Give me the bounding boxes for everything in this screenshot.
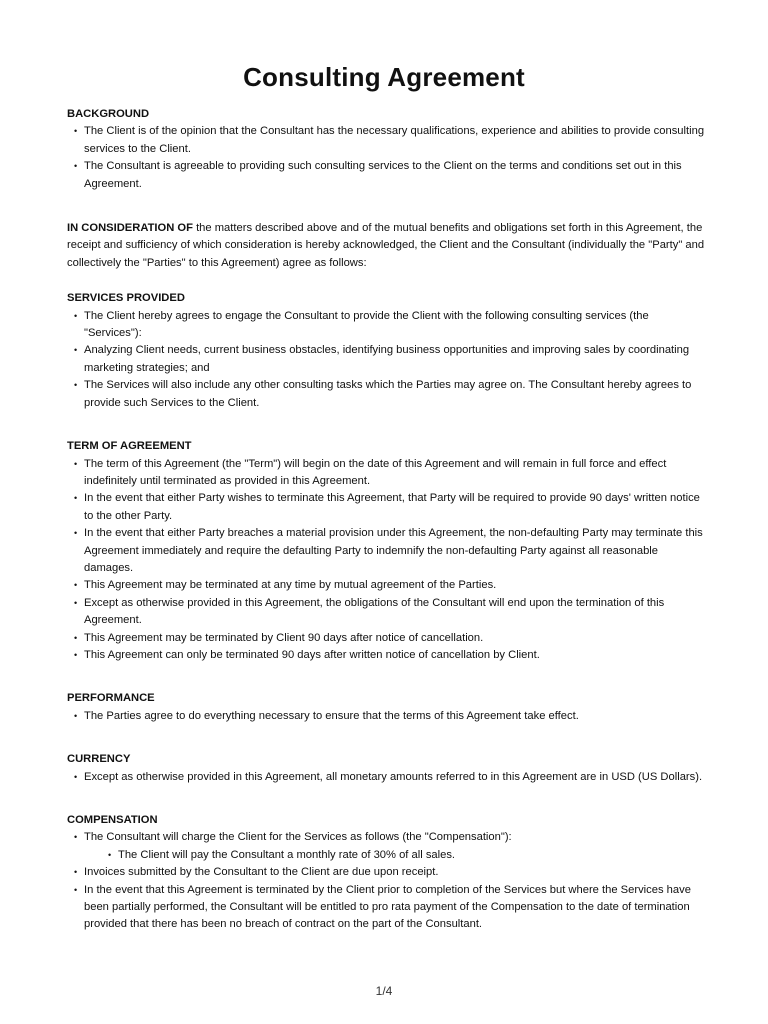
list-item: • The Client is of the opinion that the Consultant has the necessary qualifications, experience and abilities to provide consulting services to the Client. (67, 123, 707, 158)
section-heading: COMPENSATION (67, 814, 158, 826)
document-title: Consulting Agreement (243, 62, 525, 92)
list-item: • This Agreement may be terminated at any time by mutual agreement of the Parties. (67, 577, 707, 594)
list-item: • The Services will also include any other consulting tasks which the Parties may agree on. The Consultant hereby agrees to provide such Services to the Client. (67, 377, 707, 412)
list-item: • In the event that either Party wishes to terminate this Agreement, that Party will be required to provide 90 days' written notice to the other Party. (67, 490, 707, 525)
section-heading: TERM OF AGREEMENT (67, 440, 192, 453)
bullet-list (67, 123, 707, 193)
bullet-list (67, 708, 707, 725)
bullet-list (67, 456, 707, 665)
list-item: • Invoices submitted by the Consultant to the Client are due upon receipt. (67, 864, 707, 881)
page-number: 1/4 (375, 984, 393, 998)
list-item: • Except as otherwise provided in this Agreement, all monetary amounts referred to in this Agreement are in USD (US Dollars). (67, 769, 707, 786)
list-item: • The Parties agree to do everything necessary to ensure that the terms of this Agreement take effect. (67, 708, 707, 725)
section-heading: PERFORMANCE (67, 692, 155, 705)
consideration-lead: IN CONSIDERATION OF (67, 222, 193, 235)
section-currency (67, 751, 707, 786)
section-term (67, 438, 707, 664)
document-body (67, 106, 707, 952)
list-item: • Analyzing Client needs, current business obstacles, identifying business opportunities and improving sales by coordinating marketing strategies; and (67, 342, 707, 377)
consideration-paragraph (67, 220, 707, 272)
list-item: • The Consultant will charge the Client for the Services as follows (the "Compensation"): (67, 829, 707, 846)
consideration-text: the matters described above and of the mutual benefits and obligations set forth in this Agreement, the receipt and sufficiency of which consideration is hereby acknowledged, the Client and the Consultant (individually the "Party" and collectively the "Parties" to this Agreement) agree as follows: (67, 222, 705, 269)
section-heading: BACKGROUND (67, 108, 150, 120)
list-item: • In the event that this Agreement is terminated by the Client prior to completion of the Services but where the Services have been partially performed, the Consultant will be entitled to pro rata payment of the Compensation to the date of termination provided that there has been no breach of contract on the part of the Consultant. (67, 882, 707, 934)
section-background (67, 106, 707, 193)
section-heading: CURRENCY (67, 753, 131, 766)
section-consideration (67, 220, 707, 272)
list-item: • The Client hereby agrees to engage the Consultant to provide the Client with the following consulting services (the "Services"): (67, 308, 707, 343)
list-item: • In the event that either Party breaches a material provision under this Agreement, the non-defaulting Party may terminate this Agreement immediately and require the defaulting Party to indemnify the non-defaulting Party against all reasonable damages. (67, 525, 707, 577)
bullet-list (67, 829, 707, 933)
section-compensation (67, 812, 707, 934)
bullet-list (67, 308, 707, 412)
list-item: • Except as otherwise provided in this Agreement, the obligations of the Consultant will end upon the termination of this Agreement. (67, 595, 707, 630)
list-item: • The Consultant is agreeable to providing such consulting services to the Client on the terms and conditions set out in this Agreement. (67, 158, 707, 193)
bullet-list (67, 769, 707, 786)
section-performance (67, 690, 707, 725)
section-services (67, 290, 707, 412)
list-item: • This Agreement may be terminated by Client 90 days after notice of cancellation. (67, 630, 707, 647)
section-heading: SERVICES PROVIDED (67, 292, 185, 305)
sub-list-item: • The Client will pay the Consultant a monthly rate of 30% of all sales. (67, 847, 707, 864)
list-item: • This Agreement can only be terminated 90 days after written notice of cancellation by Client. (67, 647, 707, 664)
list-item: • The term of this Agreement (the "Term") will begin on the date of this Agreement and will remain in full force and effect indefinitely until terminated as provided in this Agreement. (67, 456, 707, 491)
